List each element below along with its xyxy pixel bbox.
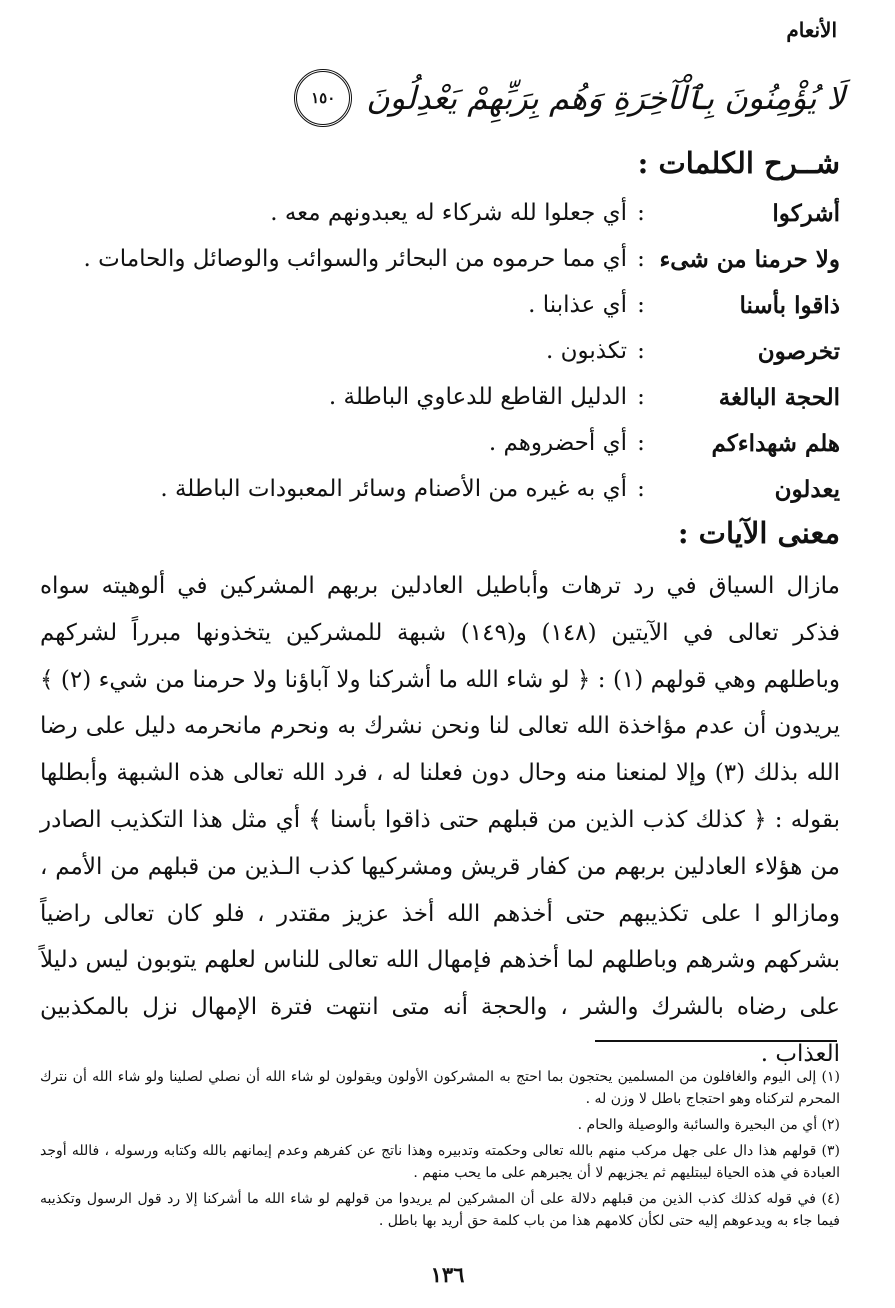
glossary-colon: :	[637, 430, 645, 456]
glossary-list	[40, 190, 840, 512]
glossary-term: يعدلون	[774, 475, 840, 503]
running-head: الأنعام	[786, 18, 837, 42]
glossary-item	[40, 328, 840, 374]
glossary-colon: :	[637, 384, 645, 410]
glossary-term: تخرصون	[757, 337, 840, 365]
glossary-term: الحجة البالغة	[718, 383, 840, 411]
footnote: (٢) أي من البحيرة والسائبة والوصيلة والحام .	[577, 1117, 840, 1133]
glossary-heading: شــرح الكلمات :	[637, 146, 840, 180]
ayah-number-marker: ١٥٠	[294, 69, 352, 127]
glossary-item	[40, 190, 840, 236]
glossary-item	[40, 466, 840, 512]
glossary-definition: أي جعلوا لله شركاء له يعبدونهم معه .	[270, 200, 627, 226]
footnotes	[40, 1066, 840, 1236]
glossary-definition: أي مما حرموه من البحائر والسوائب والوصائل والحامات .	[83, 246, 627, 272]
glossary-definition: أي أحضروهم .	[488, 430, 627, 456]
glossary-item	[40, 236, 840, 282]
glossary-colon: :	[637, 476, 645, 502]
glossary-term: هلم شهداءكم	[711, 429, 840, 457]
glossary-item	[40, 420, 840, 466]
glossary-colon: :	[637, 338, 645, 364]
footnote: (٣) قولهم هذا دال على جهل مركب منهم بالله تعالى وحكمته وتدبيره وهذا ناتج عن كفرهم وعدم إيمانهم بالله وكتابه ورسوله ، فالله أوجد العبادة في هذه الحياة ليبتليهم ثم يجزيهم لا أن يجبرهم على ما يحب منهم .	[40, 1143, 840, 1181]
glossary-term: أشركوا	[772, 199, 840, 227]
glossary-term: ولا حرمنا من شىء	[659, 245, 840, 273]
page-number: ١٣٦	[430, 1262, 465, 1287]
glossary-definition: تكذبون .	[546, 338, 627, 364]
quran-verse	[120, 66, 845, 130]
glossary-colon: :	[637, 292, 645, 318]
glossary-definition: الدليل القاطع للدعاوي الباطلة .	[328, 384, 627, 410]
footnote-separator	[595, 1040, 837, 1042]
meaning-paragraph: مازال السياق في رد ترهات وأباطيل العادلين بربهم المشركين في ألوهيته سواه فذكر تعالى في الآيتين (١٤٨) و(١٤٩) شبهة للمشركين يتخذونها مبرراً لشركهم وباطلهم وهي قولهم (١) : ﴿ لو شاء الله ما أشركنا ولا آباؤنا ولا حرمنا من شيء (٢) ﴾ يريدون أن عدم مؤاخذة الله تعالى لنا ونحن نشرك به ونحرم مانحرمه دليل على رضا الله بذلك (٣) وإلا لمنعنا منه وحال دون فعلنا له ، فرد الله تعالى هذه الشبهة وأبطلها بقوله : ﴿ كذلك كذب الذين من قبلهم حتى ذاقوا بأسنا ﴾ أي مثل هذا التكذيب الصادر من هؤلاء العادلين بربهم من كفار قريش ومشركيها كذب الـذين من قبلهم من الأمم ، ومازالو ا على تكذيبهم حتى أخذهم الله أخذ عزيز مقتدر ، فلو كان تعالى راضياً بشركهم وشرهم وباطلهم لما أخذهم فإمهال الله تعالى للناس لعلهم يتوبون ليس دليلاً على رضاه بالشرك والشر ، والحجة أنه متى انتهت فترة الإمهال نزل بالمكذبين العذاب .	[40, 573, 840, 1067]
glossary-colon: :	[637, 200, 645, 226]
glossary-definition: أي به غيره من الأصنام وسائر المعبودات الباطلة .	[160, 476, 627, 502]
footnote: (٤) في قوله كذلك كذب الذين من قبلهم دلالة على أن المشركين لم يريدوا من قولهم لو شاء الله ما أشركنا إلا رد قول الرسول وتكذيبه فيما جاء به ويدعوهم إليه حتى لكأن كلامهم هذا من باب كلمة حق أريد بها باطل .	[40, 1191, 840, 1229]
glossary-item	[40, 374, 840, 420]
verse-text: لَا يُؤْمِنُونَ بِٱلْآخِرَةِ وَهُم بِرَبِّهِمْ يَعْدِلُونَ	[366, 79, 845, 117]
glossary-item	[40, 282, 840, 328]
glossary-definition: أي عذابنا .	[528, 292, 627, 318]
footnote: (١) إلى اليوم والغافلون من المسلمين يحتجون بما احتج به المشركون الأولون ويقولون لو شاء الله أن نصلي لصلينا ولو شاء الله أن نترك المحرم لتركناه وهو احتجاج باطل لا وزن له .	[40, 1069, 840, 1107]
glossary-term: ذاقوا بأسنا	[739, 291, 840, 319]
glossary-colon: :	[637, 246, 645, 272]
meaning-heading: معنى الآيات :	[677, 516, 840, 550]
